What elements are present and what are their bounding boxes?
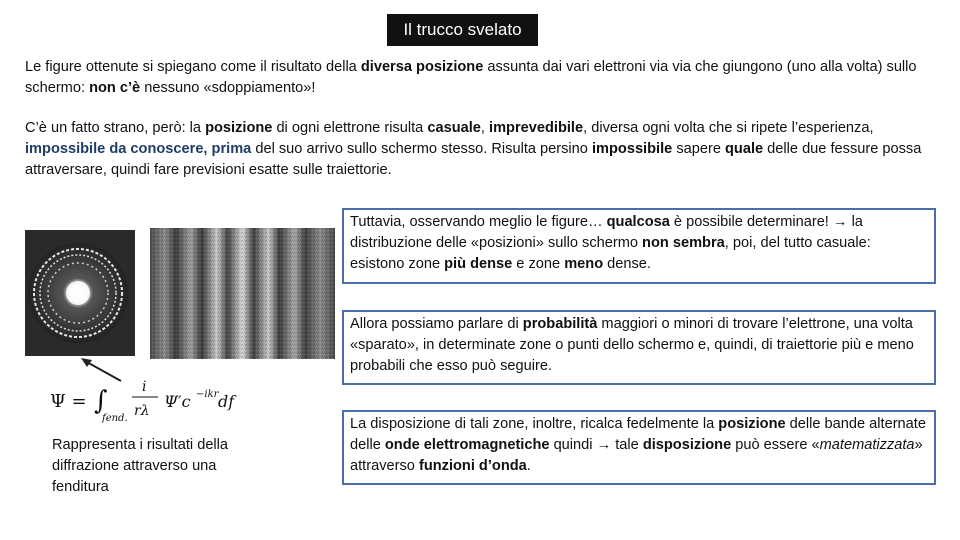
formula-df: df <box>218 392 235 411</box>
strange-fact-paragraph: C’è un fatto strano, però: la posizione di ogni elettrone risulta casuale, imprevedibile, diversa ogni volta che si ripete l’esperienza, impossibile da conoscere, prima del suo arrivo sullo schermo stesso. Risulta persino impossibile sapere quale delle due fessure possa attraversare, quindi fare previsioni esatte sulle traiettorie. <box>25 120 922 178</box>
formula-lhs: Ψ = <box>50 391 87 412</box>
fringe-pattern-image <box>150 228 335 359</box>
wave-function-formula <box>46 377 286 427</box>
ring-diffraction-image <box>25 230 135 356</box>
textbox-probability: Allora possiamo parlare di probabilità maggiori o minori di trovare l’elettrone, una volta «sparato», in determinate zone o punti dello schermo e, quindi, di traiettorie più e meno probabili che esso può seguire. <box>342 310 936 385</box>
formula-subscript: fend. <box>102 413 128 424</box>
formula-numerator: i <box>142 379 147 395</box>
textbox-distribution: Tuttavia, osservando meglio le figure… qualcosa è possibile determinare! → la distribuzione delle «posizioni» sullo schermo non sembra, poi, del tutto casuale: esistono zone più dense e zone meno dense. <box>342 208 936 284</box>
intro-paragraph: Le figure ottenute si spiegano come il risultato della diversa posizione assunta dai vari elettroni via via che giungono (uno alla volta) sullo schermo: non c’è nessuno «sdoppiamento»! <box>25 59 917 96</box>
slide-title: Il trucco svelato <box>387 14 538 46</box>
formula-body: Ψ′c <box>164 392 191 411</box>
formula-denominator: rλ <box>134 403 150 419</box>
formula-exponent: −ikr <box>196 389 219 400</box>
svg-text:∫: ∫ <box>94 386 108 416</box>
image-caption: Rappresenta i risultati della diffrazione attraverso una fenditura <box>52 437 229 495</box>
textbox-wave-functions: La disposizione di tali zone, inoltre, ricalca fedelmente la posizione delle bande alternate delle onde elettromagnetiche quindi → tale disposizione può essere «matematizzata» attraverso funzioni d’onda. <box>342 410 936 485</box>
